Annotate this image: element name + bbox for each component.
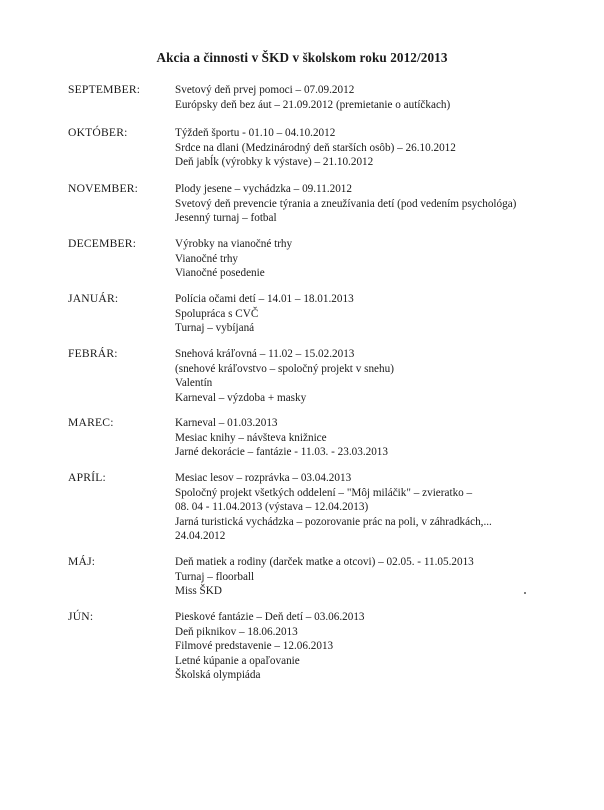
month-label: OKTÓBER: xyxy=(68,126,128,139)
month-label: DECEMBER: xyxy=(68,237,137,250)
activity-item: Spolupráca s CVČ xyxy=(175,307,259,320)
activity-item: Deň piknikov – 18.06.2013 xyxy=(175,625,298,638)
activity-item: 24.04.2012 xyxy=(175,530,226,543)
activity-item: Polícia očami detí – 14.01 – 18.01.2013 xyxy=(175,293,354,305)
activity-item: Výrobky na vianočné trhy xyxy=(175,238,293,250)
activity-item: Jesenný turnaj – fotbal xyxy=(175,212,277,225)
activity-item: Týždeň športu - 01.10 – 04.10.2012 xyxy=(175,127,336,139)
activity-item: Miss ŠKD xyxy=(175,585,222,598)
page-title: Akcia a činnosti v ŠKD v školskom roku 2012/2013 xyxy=(156,50,448,65)
activity-list xyxy=(175,347,585,405)
month-label: SEPTEMBER: xyxy=(68,83,141,96)
activity-item: Svetový deň prvej pomoci – 07.09.2012 xyxy=(175,84,355,96)
month-label: MÁJ: xyxy=(68,555,96,568)
activity-item: Deň jabĺk (výrobky k výstave) – 21.10.2012 xyxy=(175,156,374,169)
activity-list xyxy=(175,416,585,460)
month-label: JÚN: xyxy=(68,610,94,623)
activity-list xyxy=(175,83,585,112)
activity-item: Plody jesene – vychádzka – 09.11.2012 xyxy=(175,183,352,195)
activity-item: Vianočné posedenie xyxy=(175,267,265,280)
month-label: APRÍL: xyxy=(68,471,106,484)
activity-item: Pieskové fantázie – Deň detí – 03.06.2013 xyxy=(175,611,365,623)
activity-list xyxy=(175,126,585,170)
activity-item: Vianočné trhy xyxy=(175,252,239,265)
scan-speck xyxy=(524,592,526,594)
activity-list xyxy=(175,292,585,336)
activity-list xyxy=(175,182,585,226)
activity-item: Spoločný projekt všetkých oddelení – "Môj miláčik" – zvieratko – xyxy=(175,486,473,499)
activity-item: Európsky deň bez áut – 21.09.2012 (premietanie o autíčkach) xyxy=(175,98,451,111)
activity-item: Karneval – výzdoba + masky xyxy=(175,391,307,404)
activity-item: (snehové kráľovstvo – spoločný projekt v snehu) xyxy=(175,362,394,375)
activity-item: Mesiac lesov – rozprávka – 03.04.2013 xyxy=(175,472,352,484)
activity-item: Karneval – 01.03.2013 xyxy=(175,417,278,429)
month-label: MAREC: xyxy=(68,416,114,429)
activity-list xyxy=(175,471,585,544)
activity-item: Jarné dekorácie – fantázie - 11.03. - 23.03.2013 xyxy=(175,446,388,459)
month-label: JANUÁR: xyxy=(68,292,119,305)
activity-item: Mesiac knihy – návšteva knižnice xyxy=(175,431,327,444)
activity-list xyxy=(175,610,585,683)
activity-item: Jarná turistická vychádzka – pozorovanie prác na poli, v záhradkách,... xyxy=(175,515,492,528)
activity-list xyxy=(175,237,585,281)
activity-item: Školská olympiáda xyxy=(175,669,261,682)
activity-item: Valentín xyxy=(175,377,213,390)
month-label: FEBRÁR: xyxy=(68,347,118,360)
activity-item: Letné kúpanie a opaľovanie xyxy=(175,654,300,667)
month-label: NOVEMBER: xyxy=(68,182,139,195)
activity-item: Svetový deň prevencie týrania a zneužívania detí (pod vedením psychológa) xyxy=(175,197,517,210)
activity-item: Snehová kráľovná – 11.02 – 15.02.2013 xyxy=(175,348,355,360)
activity-item: Turnaj – vybíjaná xyxy=(175,322,255,335)
activity-item: Turnaj – floorball xyxy=(175,570,255,583)
activity-item: Filmové predstavenie – 12.06.2013 xyxy=(175,640,334,653)
activity-item: 08. 04 - 11.04.2013 (výstava – 12.04.2013) xyxy=(175,501,369,514)
activity-item: Deň matiek a rodiny (darček matke a otcovi) – 02.05. - 11.05.2013 xyxy=(175,556,474,568)
activity-item: Srdce na dlani (Medzinárodný deň starších osôb) – 26.10.2012 xyxy=(175,141,456,154)
